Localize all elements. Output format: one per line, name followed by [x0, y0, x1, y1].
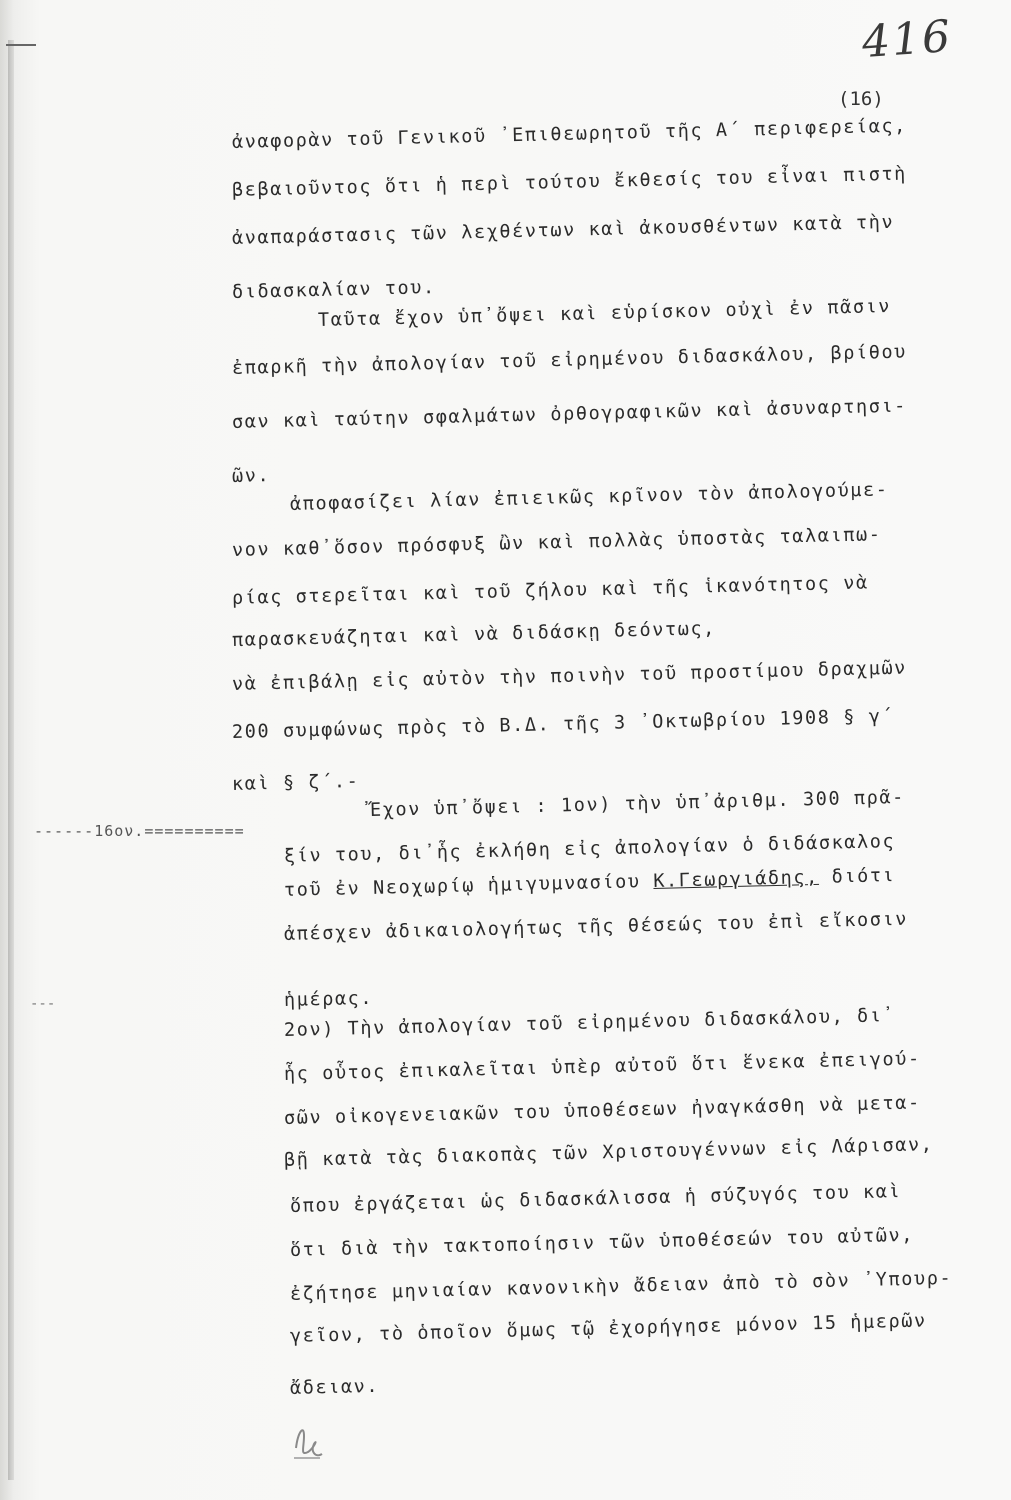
handwritten-initials — [290, 1418, 326, 1462]
text-line: Ταῦτα ἔχον ὑπ᾿ὄψει καὶ εὑρίσκον οὐχὶ ἐν πᾶσιν — [317, 295, 892, 331]
text-line: διδασκαλίαν του. — [231, 277, 437, 303]
text-line: ξίν του, δι᾿ἧς ἐκλήθη εἰς ἀπολογίαν ὁ διδάσκαλος — [283, 831, 896, 867]
text-line: ἐπαρκῆ τὴν ἀπολογίαν τοῦ εἰρημένου διδασκάλου, βρίθου — [231, 341, 908, 379]
text-line: ἀναφορὰν τοῦ Γενικοῦ ᾿Επιθεωρητοῦ τῆς Α΄ περιφερείας, — [231, 115, 908, 153]
text-line: ὅπου ἐργάζεται ὡς διδασκάλισσα ἡ σύζυγός του καὶ — [289, 1181, 902, 1217]
folio-number: 416 — [860, 10, 954, 69]
text-line: γεῖον, τὸ ὁποῖον ὅμως τῷ ἐχορήγησε μόνον 15 ἡμερῶν — [289, 1310, 927, 1347]
margin-note: ------16ον.========== — [34, 822, 245, 840]
teacher-name: Κ.Γεωργιάδης, — [653, 866, 820, 892]
text-line — [284, 865, 896, 901]
text-line: βῇ κατὰ τὰς διακοπὰς τῶν Χριστουγέννων εἰς Λάρισαν, — [283, 1134, 934, 1171]
binding-mark — [6, 44, 36, 52]
text-line: 200 συμφώνως πρὸς τὸ Β.Δ. τῆς 3 ᾿Οκτωβρίου 1908 § γ΄ — [231, 705, 895, 743]
text-line: νὰ ἐπιβάλῃ εἰς αὐτὸν τὴν ποινὴν τοῦ προστίμου δραχμῶν — [231, 657, 908, 695]
text-line-start: τοῦ ἐν Νεοχωρίῳ ἡμιγυμνασίου — [283, 871, 641, 901]
text-line-end: διότι — [831, 865, 896, 888]
text-line: ἐζήτησε μηνιαίαν κανονικὴν ἄδειαν ἀπὸ τὸ σὸν ᾿Υπουρ- — [289, 1267, 953, 1305]
margin-dash: --- — [30, 996, 56, 1012]
text-line: ἀπέσχεν ἀδικαιολογήτως τῆς θέσεώς του ἐπὶ εἴκοσιν — [283, 908, 909, 945]
text-line: 2ον) Τὴν ἀπολογίαν τοῦ εἰρημένου διδασκάλου, δι᾿ — [283, 1005, 896, 1041]
text-line: ὅτι διὰ τὴν τακτοποίησιν τῶν ὑποθέσεών του αὐτῶν, — [289, 1224, 915, 1261]
text-line: ἧς οὗτος ἐπικαλεῖται ὑπὲρ αὐτοῦ ὅτι ἕνεκα ἐπειγού- — [283, 1048, 921, 1085]
text-line: Ἔχον ὑπ᾿ὄψει : 1ον) τὴν ὑπ᾿ἀριθμ. 300 πρᾶ- — [369, 786, 906, 821]
text-line: ἀναπαράστασις τῶν λεχθέντων καὶ ἀκουσθέντων κατὰ τὴν — [231, 211, 895, 249]
text-line: ἄδειαν. — [289, 1375, 380, 1399]
text-line: σῶν οἰκογενειακῶν του ὑποθέσεων ἠναγκάσθη νὰ μετα- — [283, 1092, 921, 1129]
text-line: νον καθ᾿ὅσον πρόσφυξ ὢν καὶ πολλὰς ὑποστὰς ταλαιπω- — [231, 524, 882, 561]
text-line: παρασκευάζηται καὶ νὰ διδάσκῃ δεόντως, — [231, 618, 717, 651]
binding-edge — [8, 40, 14, 1480]
text-line: ἡμέρας. — [283, 987, 374, 1011]
text-line: ἀποφασίζει λίαν ἐπιεικῶς κρῖνον τὸν ἀπολογούμε- — [289, 479, 889, 515]
text-line: βεβαιοῦντος ὅτι ἡ περὶ τούτου ἔκθεσίς του εἶναι πιστὴ — [231, 163, 908, 201]
text-line: ῶν. — [231, 465, 271, 487]
page-number: (16) — [838, 88, 884, 110]
text-line: σαν καὶ ταύτην σφαλμάτων ὀρθογραφικῶν καὶ ἀσυναρτησι- — [231, 395, 908, 433]
margin-note-label: 16ον. — [94, 822, 145, 840]
text-line: καὶ § ζ΄.- — [231, 770, 360, 795]
text-line: ρίας στερεῖται καὶ τοῦ ζήλου καὶ τῆς ἱκανότητος νὰ — [231, 572, 869, 609]
